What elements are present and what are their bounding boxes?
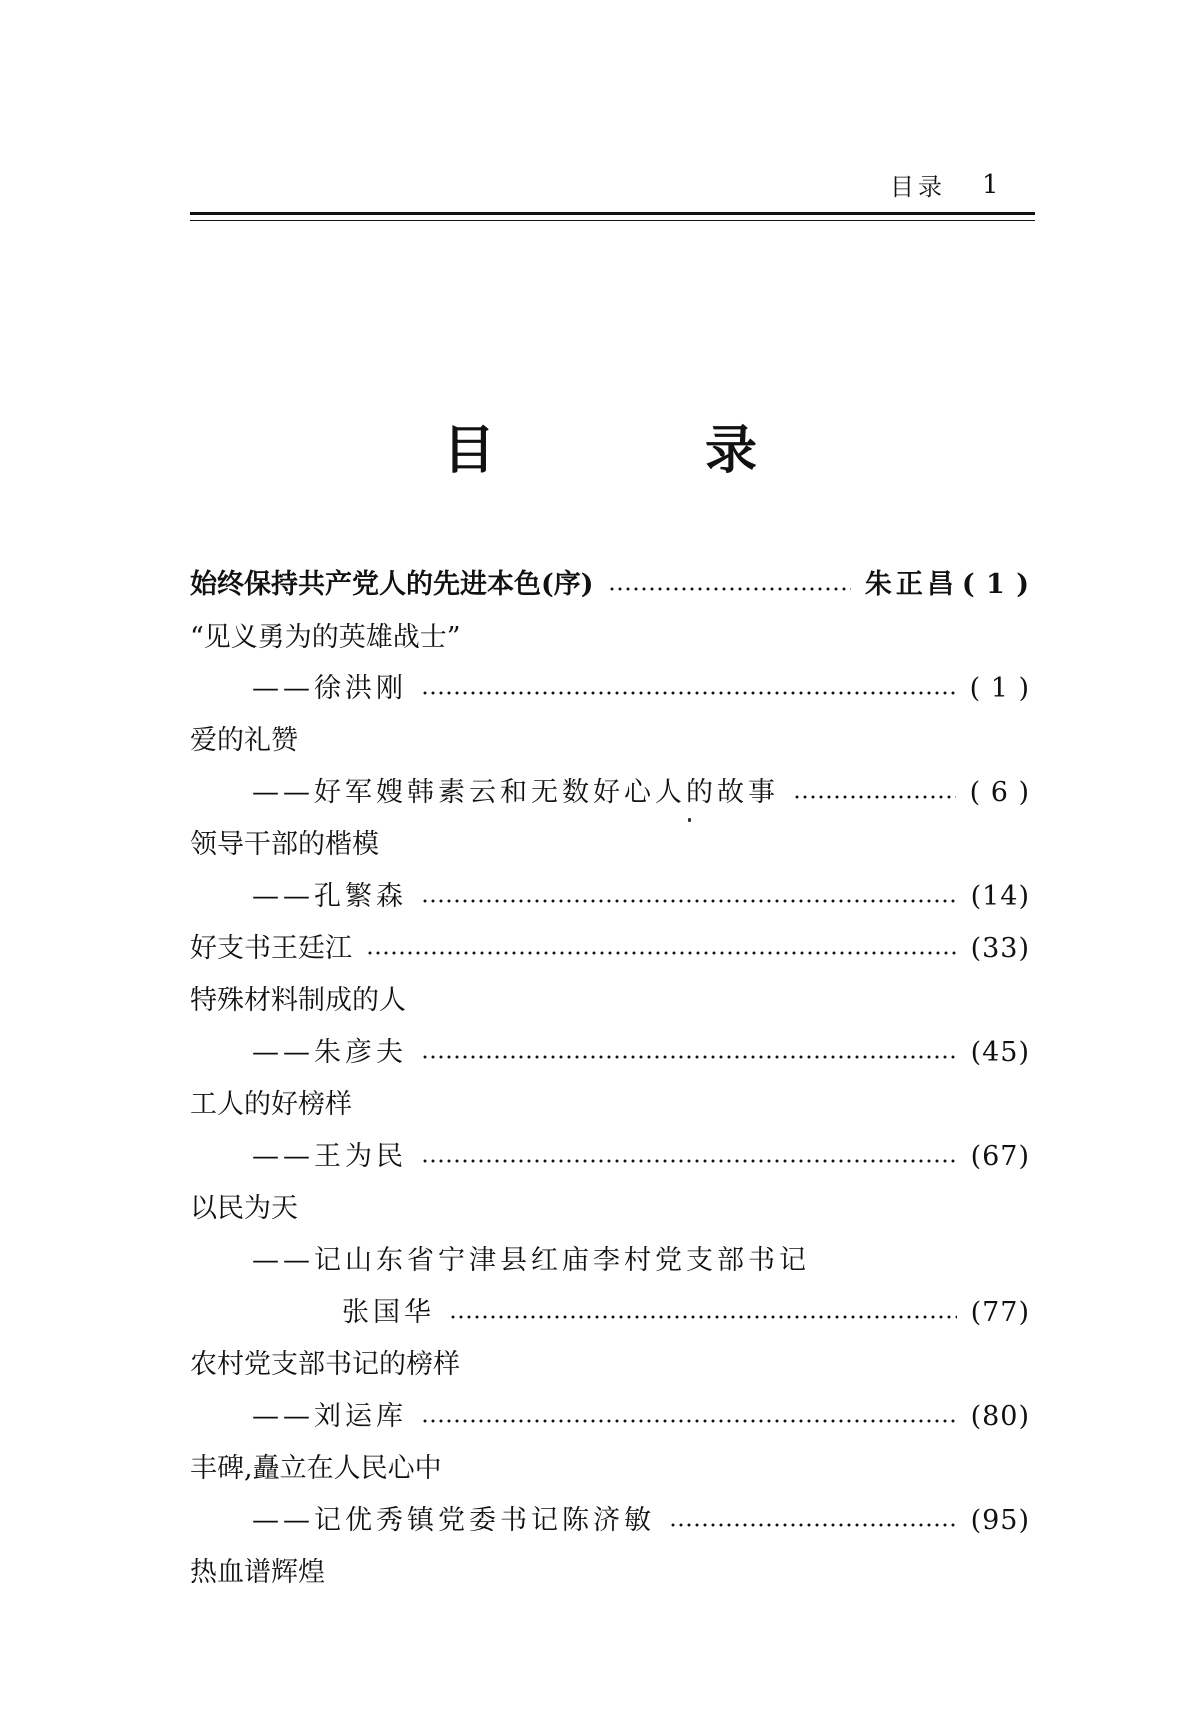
dot-leader	[421, 899, 957, 903]
dot-leader	[421, 1419, 957, 1423]
toc-entry-title: 农村党支部书记的榜样	[190, 1349, 460, 1380]
toc-entry-page: (14)	[970, 881, 1030, 912]
toc-entry-title: 领导干部的楷模	[190, 829, 379, 860]
toc-entry[interactable]	[190, 981, 1030, 1021]
toc-entry-page: (33)	[970, 933, 1030, 964]
toc-entry[interactable]	[190, 565, 1030, 605]
toc-entry[interactable]	[190, 1397, 1030, 1437]
dot-leader	[449, 1315, 957, 1319]
toc-entry-title: 好支书王廷江	[190, 933, 352, 964]
toc-entry-subtitle: ——王为民	[252, 1141, 407, 1172]
toc-entry-page: (95)	[970, 1505, 1030, 1536]
dot-leader	[366, 951, 957, 955]
toc-entry[interactable]	[190, 669, 1030, 709]
toc-entry-page: (67)	[970, 1141, 1030, 1172]
toc-entry[interactable]	[190, 1137, 1030, 1177]
toc-entry-subtitle: ——记优秀镇党委书记陈济敏	[252, 1505, 655, 1536]
dot-leader	[608, 587, 851, 591]
running-header-title: 目录	[890, 173, 946, 201]
toc-entry[interactable]	[190, 1189, 1030, 1229]
toc-entry-page: ( 1 )	[969, 673, 1030, 704]
toc-entry[interactable]	[190, 773, 1030, 813]
toc-entry-subtitle: ——徐洪刚	[252, 673, 407, 704]
toc-entry[interactable]	[190, 618, 1030, 658]
toc-entry[interactable]	[190, 1501, 1030, 1541]
toc-entry-page: ( 6 )	[969, 777, 1030, 808]
toc-entry-subtitle: ——记山东省宁津县红庙李村党支部书记	[252, 1245, 810, 1276]
page-title: 目 录	[442, 421, 854, 481]
toc-entry-subtitle: ——刘运库	[252, 1401, 407, 1432]
toc-entry-title: 爱的礼赞	[190, 725, 298, 756]
toc-entry-title: “见义勇为的英雄战士”	[190, 622, 461, 653]
toc-entry[interactable]	[190, 1345, 1030, 1385]
running-header-page-number: 1	[982, 170, 999, 200]
header-rule-thin	[190, 220, 1035, 221]
toc-entry[interactable]	[190, 1241, 1030, 1281]
toc-entry[interactable]	[190, 929, 1030, 969]
toc-entry-page: ( 1 )	[961, 569, 1030, 600]
toc-entry-title: 特殊材料制成的人	[190, 985, 406, 1016]
toc-entry-title: 始终保持共产党人的先进本色(序)	[190, 569, 594, 600]
toc-entry[interactable]	[190, 877, 1030, 917]
toc-entry-subtitle-continued: 张国华	[342, 1297, 435, 1328]
toc-entry-title: 工人的好榜样	[190, 1089, 352, 1120]
dot-leader	[421, 1159, 957, 1163]
toc-entry-author: 朱正昌	[864, 569, 958, 600]
toc-entry-subtitle: ——好军嫂韩素云和无数好心人的故事	[252, 777, 779, 808]
toc-entry[interactable]	[190, 1449, 1030, 1489]
header-rule-thick	[190, 212, 1035, 215]
toc-entry-title: 以民为天	[190, 1193, 298, 1224]
toc-entry-subtitle: ——朱彦夫	[252, 1037, 407, 1068]
toc-entry-subtitle: ——孔繁森	[252, 881, 407, 912]
toc-entry[interactable]	[190, 825, 1030, 865]
toc-entry-title: 热血谱辉煌	[190, 1557, 325, 1588]
dot-leader	[669, 1523, 957, 1527]
toc-entry[interactable]	[190, 1033, 1030, 1073]
dot-leader	[421, 1055, 957, 1059]
toc-entry[interactable]	[190, 1293, 1030, 1333]
dot-leader	[793, 795, 956, 799]
toc-entry-title: 丰碑,矗立在人民心中	[190, 1453, 442, 1484]
toc-entry-page: (77)	[970, 1297, 1030, 1328]
toc-entry[interactable]	[190, 1553, 1030, 1593]
toc-entry[interactable]	[190, 1085, 1030, 1125]
stray-print-mark	[688, 818, 691, 822]
toc-entry[interactable]	[190, 721, 1030, 761]
toc-entry-page: (45)	[970, 1037, 1030, 1068]
dot-leader	[421, 691, 956, 695]
toc-entry-page: (80)	[970, 1401, 1030, 1432]
